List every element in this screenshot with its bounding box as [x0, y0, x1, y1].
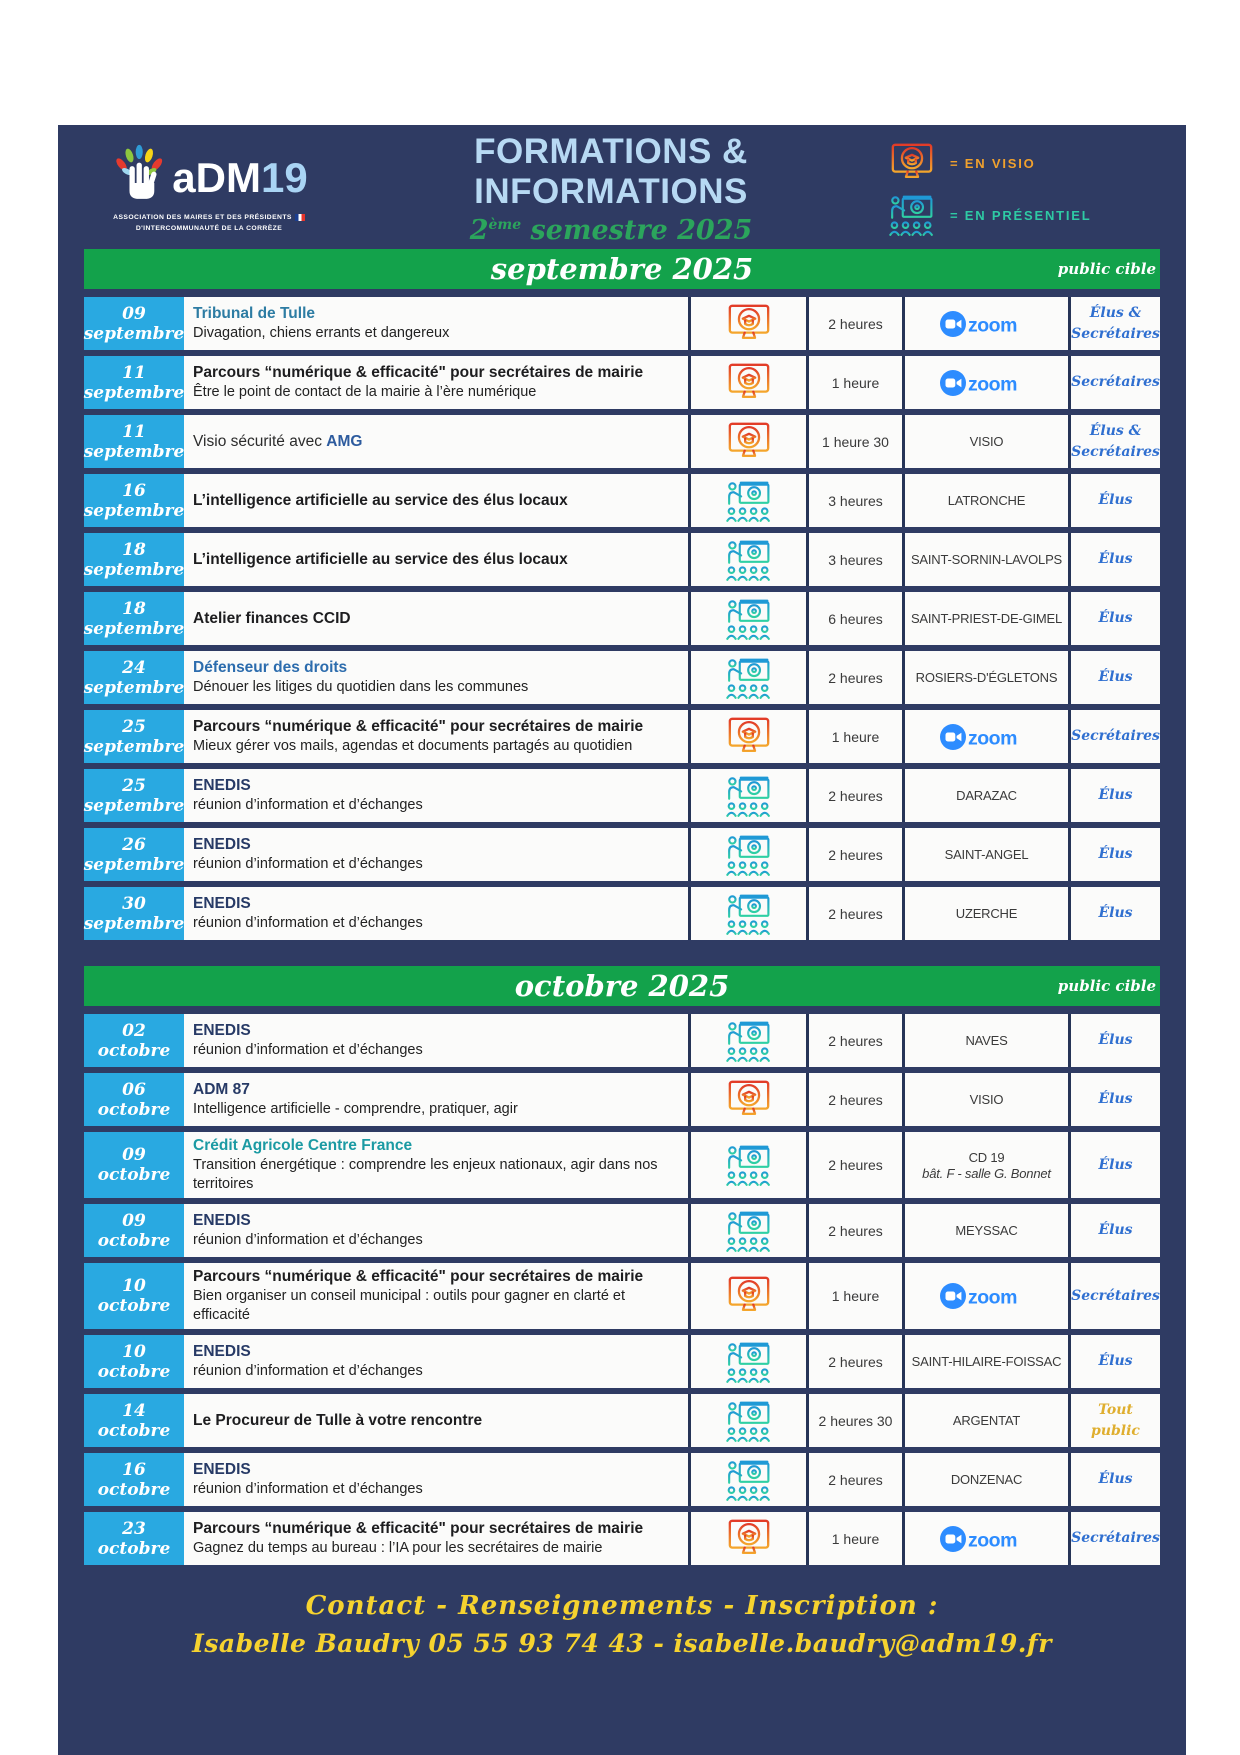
- row-mode-cell: [688, 356, 806, 409]
- row-duration: 2 heures: [806, 651, 902, 704]
- row-public: Secrétaires: [1068, 710, 1160, 763]
- row-public: Élus & Secrétaires: [1068, 297, 1160, 350]
- row-duration: 2 heures: [806, 297, 902, 350]
- row-subtitle: réunion d’information et d’échanges: [193, 1042, 423, 1059]
- row-subtitle: Divagation, chiens errants et dangereux: [193, 325, 450, 342]
- row-location-text: SAINT-SORNIN-LAVOLPS: [910, 552, 1063, 567]
- brand-text: aDM19: [172, 153, 308, 201]
- row-location-text: VISIO: [969, 434, 1004, 449]
- footer-line2: Isabelle Baudry 05 55 93 74 43 - isabelle.baudry@adm19.fr: [192, 1629, 1052, 1659]
- row-title: L’intelligence artificielle au service des élus locaux: [193, 491, 568, 509]
- row-mode-cell: [688, 769, 806, 822]
- row-location-text: UZERCHE: [955, 906, 1018, 921]
- row-duration: 1 heure: [806, 710, 902, 763]
- row-title: Crédit Agricole Centre France: [193, 1137, 413, 1154]
- row-title: Parcours “numérique & efficacité" pour secrétaires de mairie: [193, 1268, 644, 1286]
- row-location: [902, 1453, 1068, 1506]
- row-location-text: NAVES: [965, 1033, 1008, 1048]
- row-description: [184, 1394, 688, 1447]
- legend-visio: [888, 140, 1160, 186]
- row-duration: 2 heures 30: [806, 1394, 902, 1447]
- row-title-prefix: Visio sécurité avec: [193, 432, 327, 450]
- row-date: 25 septembre: [84, 769, 184, 822]
- row-location: [902, 710, 1068, 763]
- row-duration: 2 heures: [806, 1453, 902, 1506]
- row-public: Élus: [1068, 651, 1160, 704]
- table-row: [84, 1263, 1160, 1329]
- row-description: [184, 710, 688, 763]
- zoom-logo: [939, 310, 1035, 338]
- presentiel-icon: [725, 832, 773, 878]
- row-location-text: VISIO: [969, 1092, 1004, 1107]
- row-description: [184, 415, 688, 468]
- row-duration: 1 heure: [806, 356, 902, 409]
- row-date: 25 septembre: [84, 710, 184, 763]
- presentiel-icon: [725, 1339, 773, 1385]
- row-public: Élus: [1068, 1073, 1160, 1126]
- row-date: 06 octobre: [84, 1073, 184, 1126]
- row-title: AMG: [326, 432, 363, 450]
- table-row: [84, 1204, 1160, 1257]
- row-location: [902, 533, 1068, 586]
- row-date: 26 septembre: [84, 828, 184, 881]
- row-public: Secrétaires: [1068, 1512, 1160, 1565]
- adm19-logo: [84, 144, 334, 233]
- row-description: [184, 1073, 688, 1126]
- row-title: Parcours “numérique & efficacité" pour secrétaires de mairie: [193, 717, 644, 735]
- row-date: 18 septembre: [84, 592, 184, 645]
- row-subtitle: réunion d’information et d’échanges: [193, 1481, 423, 1498]
- visio-icon: [725, 714, 773, 760]
- row-title: ENEDIS: [193, 1343, 251, 1361]
- row-duration: 2 heures: [806, 1073, 902, 1126]
- row-subtitle: Être le point de contact de la mairie à l’ère numérique: [193, 384, 537, 401]
- zoom-logo: [939, 1525, 1035, 1553]
- row-description: [184, 1132, 688, 1198]
- row-date: 30 septembre: [84, 887, 184, 940]
- row-title: ENEDIS: [193, 1021, 251, 1039]
- table-row: [84, 1132, 1160, 1198]
- footer-contact: [84, 1591, 1160, 1658]
- table-row: [84, 297, 1160, 350]
- row-location-text: MEYSSAC: [955, 1223, 1018, 1239]
- row-subtitle: Intelligence artificielle - comprendre, pratiquer, agir: [193, 1101, 518, 1118]
- table-row: [84, 1453, 1160, 1506]
- table-row: [84, 828, 1160, 881]
- presentiel-icon: [725, 596, 773, 642]
- row-public: Élus: [1068, 828, 1160, 881]
- zoom-logo: [939, 369, 1035, 397]
- row-location: [902, 1014, 1068, 1067]
- row-duration: 3 heures: [806, 474, 902, 527]
- row-public: Élus: [1068, 769, 1160, 822]
- row-mode-cell: [688, 1132, 806, 1198]
- row-date: 10 octobre: [84, 1335, 184, 1388]
- row-public: Élus: [1068, 1453, 1160, 1506]
- row-title: ENEDIS: [193, 776, 251, 794]
- row-mode-cell: [688, 1263, 806, 1329]
- visio-icon: [725, 301, 773, 347]
- table-row: [84, 533, 1160, 586]
- row-title: L’intelligence artificielle au service des élus locaux: [193, 550, 568, 568]
- row-location: [902, 828, 1068, 881]
- row-title: Parcours “numérique & efficacité" pour secrétaires de mairie: [193, 1520, 644, 1538]
- row-location-text: CD 19: [968, 1149, 1005, 1165]
- table-row: [84, 1073, 1160, 1126]
- row-duration: 6 heures: [806, 592, 902, 645]
- row-duration: 1 heure: [806, 1512, 902, 1565]
- row-location-text: LATRONCHE: [947, 493, 1026, 508]
- row-date: 23 octobre: [84, 1512, 184, 1565]
- zoom-logo: [939, 723, 1035, 751]
- zoom-logo: [939, 1282, 1035, 1310]
- header: [84, 125, 1160, 246]
- row-title: Tribunal de Tulle: [193, 304, 316, 322]
- row-mode-cell: [688, 710, 806, 763]
- row-location: [902, 1204, 1068, 1257]
- sections: [84, 249, 1160, 1565]
- visio-icon: [725, 1516, 773, 1562]
- row-duration: 2 heures: [806, 1132, 902, 1198]
- legend-presentiel: [888, 192, 1160, 238]
- row-title: ENEDIS: [193, 1461, 251, 1479]
- month-section: [84, 966, 1160, 1565]
- row-location: [902, 592, 1068, 645]
- row-title: ENEDIS: [193, 1211, 251, 1229]
- page-title: FORMATIONS & INFORMATIONS: [474, 132, 748, 211]
- row-description: [184, 651, 688, 704]
- row-date: 11 septembre: [84, 415, 184, 468]
- row-title: ADM 87: [193, 1080, 250, 1098]
- row-location: [902, 1073, 1068, 1126]
- presentiel-icon: [725, 891, 773, 937]
- row-description: [184, 297, 688, 350]
- presentiel-icon: [725, 1457, 773, 1503]
- footer-line1: Contact - Renseignements - Inscription :: [305, 1591, 939, 1622]
- row-subtitle: Bien organiser un conseil municipal : outils pour gagner en clarté et efficacité: [193, 1288, 626, 1324]
- row-location: [902, 297, 1068, 350]
- month-label: septembre 2025: [490, 252, 754, 286]
- presentiel-icon: [725, 1018, 773, 1064]
- presentiel-icon: [725, 1398, 773, 1444]
- row-mode-cell: [688, 533, 806, 586]
- public-cible-label: public cible: [1057, 260, 1156, 278]
- row-mode-cell: [688, 297, 806, 350]
- table-row: [84, 1335, 1160, 1388]
- row-duration: 1 heure 30: [806, 415, 902, 468]
- table-row: [84, 474, 1160, 527]
- row-duration: 3 heures: [806, 533, 902, 586]
- month-band: [84, 966, 1160, 1006]
- row-location: [902, 887, 1068, 940]
- row-location-text: SAINT-HILAIRE-FOISSAC: [911, 1354, 1062, 1370]
- table-row: [84, 356, 1160, 409]
- row-public: Élus: [1068, 592, 1160, 645]
- logo-caption: ASSOCIATION DES MAIRES ET DES PRÉSIDENTS D'INTERCOMMUNAUTÉ DE LA CORRÈZE: [113, 213, 305, 233]
- row-description: [184, 533, 688, 586]
- row-location: [902, 415, 1068, 468]
- row-date: 09 octobre: [84, 1204, 184, 1257]
- row-description: [184, 1263, 688, 1329]
- row-subtitle: réunion d’information et d’échanges: [193, 856, 423, 873]
- row-description: [184, 356, 688, 409]
- presentiel-icon: [725, 537, 773, 583]
- row-subtitle: réunion d’information et d’échanges: [193, 915, 423, 932]
- row-title: Atelier finances CCID: [193, 609, 351, 627]
- legend-visio-label: = EN VISIO: [950, 155, 1036, 171]
- row-location: [902, 651, 1068, 704]
- row-description: [184, 1014, 688, 1067]
- row-mode-cell: [688, 651, 806, 704]
- row-location-text: SAINT-ANGEL: [944, 847, 1029, 862]
- visio-icon: [725, 1273, 773, 1319]
- table-row: [84, 710, 1160, 763]
- row-description: [184, 1453, 688, 1506]
- table-row: [84, 1014, 1160, 1067]
- row-date: 16 septembre: [84, 474, 184, 527]
- row-location: [902, 474, 1068, 527]
- row-subtitle: Dénouer les litiges du quotidien dans les communes: [193, 679, 529, 696]
- row-mode-cell: [688, 887, 806, 940]
- table-row: [84, 769, 1160, 822]
- row-location-text: SAINT-PRIEST-DE-GIMEL: [910, 611, 1063, 626]
- row-location: [902, 1263, 1068, 1329]
- row-date: 09 octobre: [84, 1132, 184, 1198]
- visio-icon: [888, 140, 936, 186]
- french-flag-icon: [295, 214, 305, 221]
- rows: [84, 1014, 1160, 1565]
- row-location: [902, 769, 1068, 822]
- row-description: [184, 1335, 688, 1388]
- presentiel-icon: [725, 1142, 773, 1188]
- hand-tree-icon: [110, 144, 172, 211]
- row-date: 09 septembre: [84, 297, 184, 350]
- row-mode-cell: [688, 828, 806, 881]
- row-date: 18 septembre: [84, 533, 184, 586]
- row-subtitle: réunion d’information et d’échanges: [193, 797, 423, 814]
- row-description: [184, 592, 688, 645]
- row-title: Défenseur des droits: [193, 658, 348, 676]
- visio-icon: [725, 360, 773, 406]
- visio-icon: [725, 419, 773, 465]
- public-cible-label: public cible: [1057, 977, 1156, 995]
- row-duration: 2 heures: [806, 1014, 902, 1067]
- month-section: [84, 249, 1160, 940]
- row-location-sub: bât. F - salle G. Bonnet: [922, 1165, 1051, 1181]
- row-public: Élus: [1068, 887, 1160, 940]
- row-public: Élus & Secrétaires: [1068, 415, 1160, 468]
- row-mode-cell: [688, 1394, 806, 1447]
- row-duration: 1 heure: [806, 1263, 902, 1329]
- row-duration: 2 heures: [806, 887, 902, 940]
- presentiel-icon: [725, 655, 773, 701]
- row-subtitle: Gagnez du temps au bureau : l’IA pour les secrétaires de mairie: [193, 1540, 603, 1557]
- row-description: [184, 1204, 688, 1257]
- row-date: 24 septembre: [84, 651, 184, 704]
- presentiel-icon: [725, 478, 773, 524]
- row-date: 02 octobre: [84, 1014, 184, 1067]
- legend: [888, 140, 1160, 238]
- row-public: Élus: [1068, 1204, 1160, 1257]
- row-description: [184, 887, 688, 940]
- row-title: Le Procureur de Tulle à votre rencontre: [193, 1411, 483, 1429]
- row-location: [902, 1132, 1068, 1198]
- row-duration: 2 heures: [806, 1204, 902, 1257]
- table-row: [84, 1394, 1160, 1447]
- row-mode-cell: [688, 1335, 806, 1388]
- table-row: [84, 887, 1160, 940]
- row-description: [184, 1512, 688, 1565]
- row-description: [184, 474, 688, 527]
- row-duration: 2 heures: [806, 828, 902, 881]
- row-location-text: ROSIERS-D'ÉGLETONS: [915, 670, 1058, 685]
- row-date: 11 septembre: [84, 356, 184, 409]
- presentiel-icon: [725, 1208, 773, 1254]
- row-subtitle: Mieux gérer vos mails, agendas et documents partagés au quotidien: [193, 738, 633, 755]
- row-duration: 2 heures: [806, 1335, 902, 1388]
- legend-presentiel-label: = EN PRÉSENTIEL: [950, 207, 1092, 223]
- row-mode-cell: [688, 592, 806, 645]
- row-mode-cell: [688, 1073, 806, 1126]
- row-location: [902, 1394, 1068, 1447]
- row-date: 16 octobre: [84, 1453, 184, 1506]
- row-location: [902, 1335, 1068, 1388]
- row-date: 10 octobre: [84, 1263, 184, 1329]
- row-date: 14 octobre: [84, 1394, 184, 1447]
- table-row: [84, 1512, 1160, 1565]
- row-public: Tout public: [1068, 1394, 1160, 1447]
- row-mode-cell: [688, 474, 806, 527]
- row-public: Élus: [1068, 1132, 1160, 1198]
- month-label: octobre 2025: [514, 969, 730, 1003]
- row-public: Élus: [1068, 474, 1160, 527]
- row-public: Élus: [1068, 1335, 1160, 1388]
- row-public: Secrétaires: [1068, 356, 1160, 409]
- row-subtitle: réunion d’information et d’échanges: [193, 1363, 423, 1380]
- rows: [84, 297, 1160, 940]
- row-location-text: ARGENTAT: [952, 1413, 1021, 1429]
- table-row: [84, 592, 1160, 645]
- row-location-text: DARAZAC: [956, 788, 1017, 803]
- row-mode-cell: [688, 1204, 806, 1257]
- row-title: ENEDIS: [193, 894, 251, 912]
- presentiel-icon: [888, 192, 936, 238]
- row-public: Élus: [1068, 533, 1160, 586]
- main-panel: [58, 125, 1186, 1755]
- row-mode-cell: [688, 415, 806, 468]
- row-title: Parcours “numérique & efficacité" pour secrétaires de mairie: [193, 363, 644, 381]
- row-public: Secrétaires: [1068, 1263, 1160, 1329]
- page-subtitle: 2ème semestre 2025: [469, 215, 753, 246]
- row-description: [184, 828, 688, 881]
- row-subtitle: réunion d’information et d’échanges: [193, 1232, 423, 1249]
- row-description: [184, 769, 688, 822]
- row-mode-cell: [688, 1512, 806, 1565]
- row-public: Élus: [1068, 1014, 1160, 1067]
- row-mode-cell: [688, 1453, 806, 1506]
- table-row: [84, 415, 1160, 468]
- row-location-text: DONZENAC: [950, 1472, 1023, 1488]
- row-subtitle: Transition énergétique : comprendre les enjeux nationaux, agir dans nos territoires: [193, 1157, 658, 1193]
- row-duration: 2 heures: [806, 769, 902, 822]
- month-band: [84, 249, 1160, 289]
- row-mode-cell: [688, 1014, 806, 1067]
- row-location: [902, 1512, 1068, 1565]
- visio-icon: [725, 1077, 773, 1123]
- row-title: ENEDIS: [193, 835, 251, 853]
- row-location: [902, 356, 1068, 409]
- table-row: [84, 651, 1160, 704]
- presentiel-icon: [725, 773, 773, 819]
